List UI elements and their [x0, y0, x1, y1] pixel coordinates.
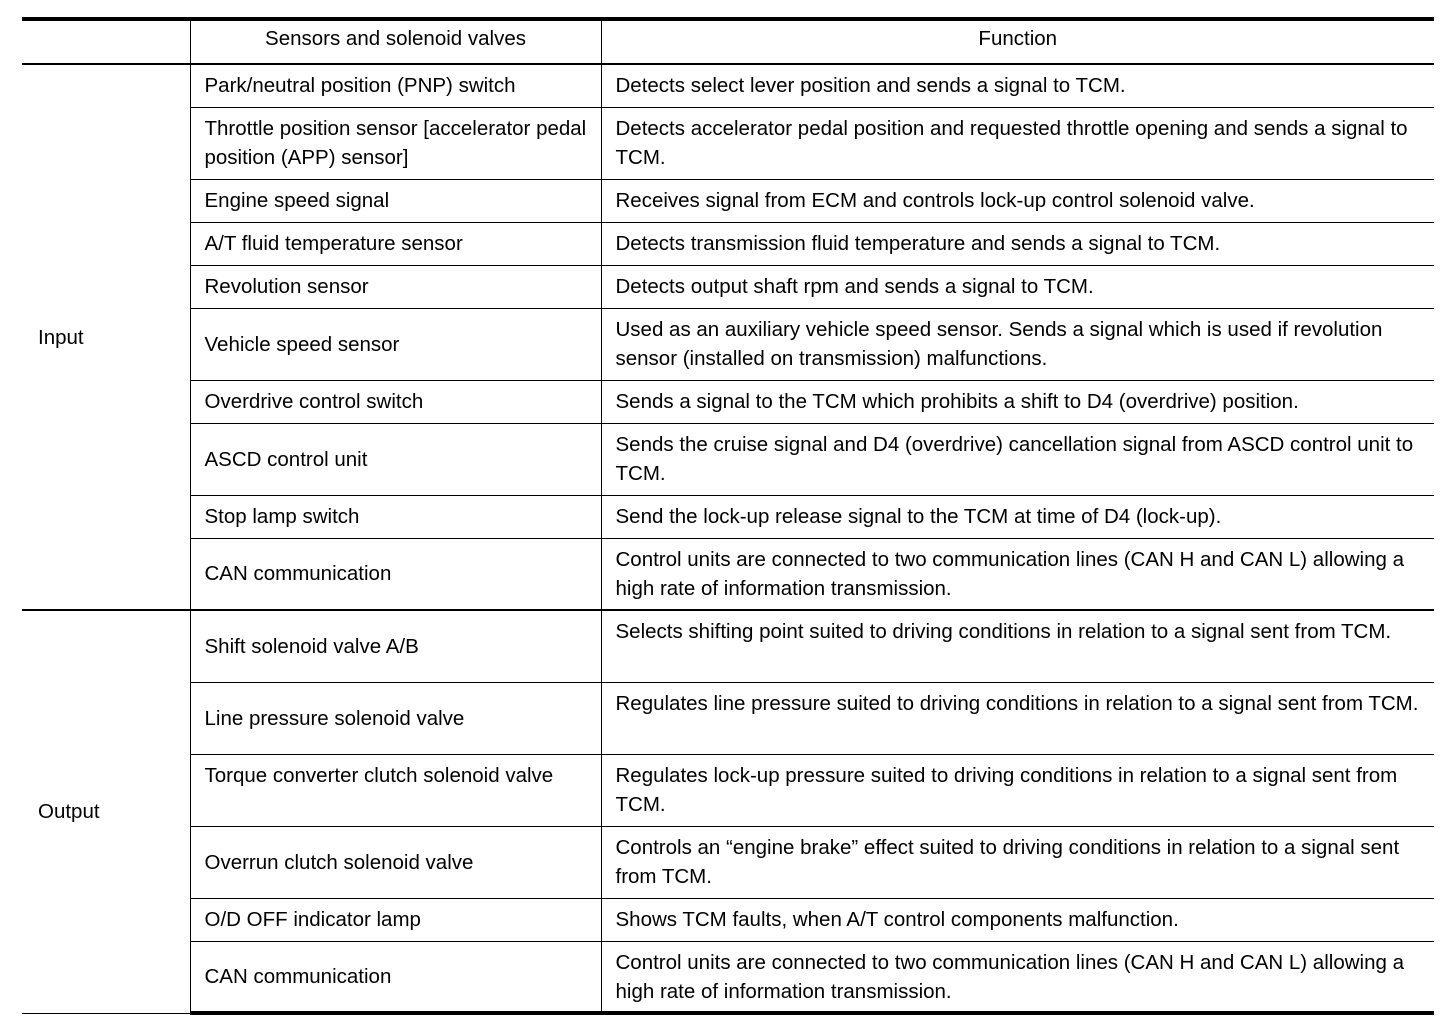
- item-cell: O/D OFF indicator lamp: [190, 898, 601, 941]
- function-cell: Control units are connected to two communication lines (CAN H and CAN L) allowing a high rate of information transmission.: [601, 941, 1434, 1013]
- table-row: [22, 754, 1434, 826]
- group-label-input: Input: [22, 64, 190, 610]
- header-row: [22, 19, 1434, 64]
- item-cell: Overdrive control switch: [190, 380, 601, 423]
- item-cell: CAN communication: [190, 941, 601, 1013]
- item-cell: CAN communication: [190, 538, 601, 610]
- function-cell: Sends the cruise signal and D4 (overdrive) cancellation signal from ASCD control unit to TCM.: [601, 423, 1434, 495]
- table-row: [22, 826, 1434, 898]
- function-cell: Selects shifting point suited to driving conditions in relation to a signal sent from TCM.: [601, 610, 1434, 682]
- group-label-output: Output: [22, 610, 190, 1013]
- table-row: [22, 423, 1434, 495]
- item-cell: Vehicle speed sensor: [190, 308, 601, 380]
- function-cell: Sends a signal to the TCM which prohibits a shift to D4 (overdrive) position.: [601, 380, 1434, 423]
- item-cell: Engine speed signal: [190, 179, 601, 222]
- item-cell: Shift solenoid valve A/B: [190, 610, 601, 682]
- table-row: [22, 610, 1434, 682]
- function-cell: Regulates line pressure suited to driving conditions in relation to a signal sent from TCM.: [601, 682, 1434, 754]
- header-blank: [22, 19, 190, 64]
- function-cell: Regulates lock-up pressure suited to driving conditions in relation to a signal sent from TCM.: [601, 754, 1434, 826]
- table-row: [22, 222, 1434, 265]
- item-cell: Overrun clutch solenoid valve: [190, 826, 601, 898]
- header-function: Function: [601, 19, 1434, 64]
- item-cell: Throttle position sensor [accelerator pedal position (APP) sensor]: [190, 107, 601, 179]
- table-row: [22, 538, 1434, 610]
- table-row: [22, 64, 1434, 107]
- table-row: [22, 107, 1434, 179]
- function-cell: Shows TCM faults, when A/T control components malfunction.: [601, 898, 1434, 941]
- component-function-table: [22, 17, 1434, 1015]
- function-cell: Detects output shaft rpm and sends a signal to TCM.: [601, 265, 1434, 308]
- function-cell: Controls an “engine brake” effect suited to driving conditions in relation to a signal sent from TCM.: [601, 826, 1434, 898]
- item-cell: Stop lamp switch: [190, 495, 601, 538]
- item-cell: A/T fluid temperature sensor: [190, 222, 601, 265]
- table-row: [22, 898, 1434, 941]
- item-cell: Line pressure solenoid valve: [190, 682, 601, 754]
- table-row: [22, 265, 1434, 308]
- function-cell: Detects select lever position and sends a signal to TCM.: [601, 64, 1434, 107]
- function-cell: Detects accelerator pedal position and requested throttle opening and sends a signal to TCM.: [601, 107, 1434, 179]
- function-cell: Detects transmission fluid temperature and sends a signal to TCM.: [601, 222, 1434, 265]
- table-row: [22, 682, 1434, 754]
- function-cell: Send the lock-up release signal to the TCM at time of D4 (lock-up).: [601, 495, 1434, 538]
- function-cell: Receives signal from ECM and controls lock-up control solenoid valve.: [601, 179, 1434, 222]
- table-row: [22, 179, 1434, 222]
- table-row: [22, 308, 1434, 380]
- function-cell: Used as an auxiliary vehicle speed sensor. Sends a signal which is used if revolution sensor (installed on transmission) malfunctions.: [601, 308, 1434, 380]
- function-cell: Control units are connected to two communication lines (CAN H and CAN L) allowing a high rate of information transmission.: [601, 538, 1434, 610]
- header-sensors: Sensors and solenoid valves: [190, 19, 601, 64]
- item-cell: ASCD control unit: [190, 423, 601, 495]
- item-cell: Revolution sensor: [190, 265, 601, 308]
- item-cell: Park/neutral position (PNP) switch: [190, 64, 601, 107]
- table-row: [22, 495, 1434, 538]
- table-row: [22, 941, 1434, 1013]
- item-cell: Torque converter clutch solenoid valve: [190, 754, 601, 826]
- table-row: [22, 380, 1434, 423]
